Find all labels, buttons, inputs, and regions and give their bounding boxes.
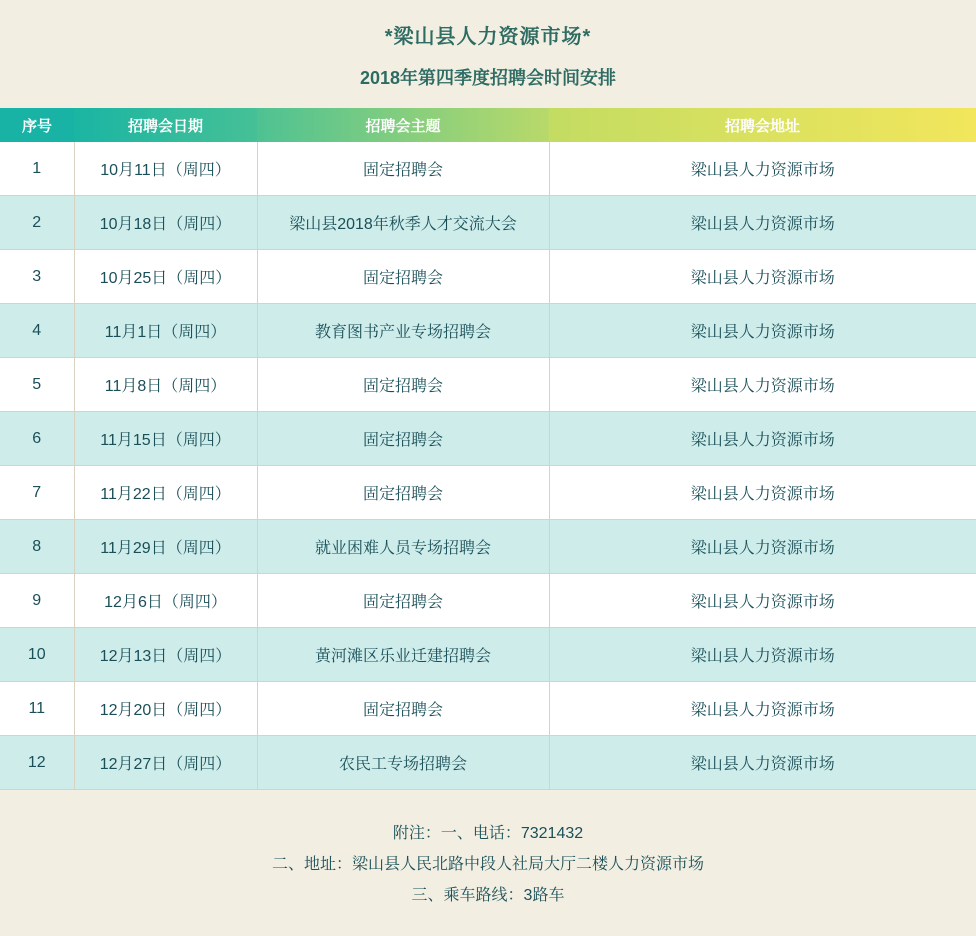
cell-index: 8 [0,520,74,574]
cell-theme: 黄河滩区乐业迁建招聘会 [257,628,549,682]
cell-date: 10月11日（周四） [74,142,257,196]
cell-theme: 固定招聘会 [257,358,549,412]
cell-date: 11月8日（周四） [74,358,257,412]
cell-address: 梁山县人力资源市场 [549,250,976,304]
cell-index: 2 [0,196,74,250]
cell-address: 梁山县人力资源市场 [549,304,976,358]
cell-date: 11月29日（周四） [74,520,257,574]
cell-theme: 固定招聘会 [257,466,549,520]
table-row [0,250,976,304]
table-row [0,358,976,412]
schedule-table [0,108,976,790]
table-row [0,142,976,196]
table-body [0,142,976,790]
cell-date: 12月20日（周四） [74,682,257,736]
cell-address: 梁山县人力资源市场 [549,196,976,250]
column-header-date: 招聘会日期 [74,108,257,142]
cell-theme: 教育图书产业专场招聘会 [257,304,549,358]
cell-address: 梁山县人力资源市场 [549,628,976,682]
page-subtitle: 2018年第四季度招聘会时间安排 [359,68,617,88]
cell-theme: 固定招聘会 [257,250,549,304]
cell-date: 11月1日（周四） [74,304,257,358]
cell-theme: 农民工专场招聘会 [257,736,549,790]
cell-theme: 就业困难人员专场招聘会 [257,520,549,574]
table-row [0,196,976,250]
cell-date: 10月18日（周四） [74,196,257,250]
cell-index: 12 [0,736,74,790]
cell-date: 11月15日（周四） [74,412,257,466]
cell-index: 3 [0,250,74,304]
column-header-address: 招聘会地址 [549,108,976,142]
cell-date: 11月22日（周四） [74,466,257,520]
cell-theme: 梁山县2018年秋季人才交流大会 [257,196,549,250]
cell-theme: 固定招聘会 [257,142,549,196]
column-header-theme: 招聘会主题 [257,108,549,142]
footnotes [0,818,976,911]
cell-index: 5 [0,358,74,412]
footnote-transit: 三、乘车路线：3路车 [411,887,565,904]
page-title: *梁山县人力资源市场* [384,26,592,48]
column-header-index: 序号 [0,108,74,142]
cell-date: 12月13日（周四） [74,628,257,682]
table-row [0,628,976,682]
cell-date: 12月27日（周四） [74,736,257,790]
cell-index: 7 [0,466,74,520]
cell-theme: 固定招聘会 [257,412,549,466]
cell-address: 梁山县人力资源市场 [549,412,976,466]
cell-address: 梁山县人力资源市场 [549,466,976,520]
cell-address: 梁山县人力资源市场 [549,142,976,196]
cell-index: 1 [0,142,74,196]
table-header-row [0,108,976,142]
cell-index: 10 [0,628,74,682]
table-row [0,736,976,790]
table-row [0,466,976,520]
cell-theme: 固定招聘会 [257,574,549,628]
table-row [0,304,976,358]
cell-address: 梁山县人力资源市场 [549,574,976,628]
table-row [0,520,976,574]
table-row [0,412,976,466]
table-header [0,108,976,142]
cell-index: 9 [0,574,74,628]
cell-address: 梁山县人力资源市场 [549,736,976,790]
cell-index: 11 [0,682,74,736]
cell-date: 12月6日（周四） [74,574,257,628]
cell-index: 4 [0,304,74,358]
table-row [0,682,976,736]
title-block [0,0,976,92]
cell-address: 梁山县人力资源市场 [549,682,976,736]
footnote-phone: 附注：一、电话：7321432 [392,825,584,842]
cell-date: 10月25日（周四） [74,250,257,304]
table-row [0,574,976,628]
cell-index: 6 [0,412,74,466]
cell-address: 梁山县人力资源市场 [549,520,976,574]
cell-theme: 固定招聘会 [257,682,549,736]
footnote-address: 二、地址：梁山县人民北路中段人社局大厅二楼人力资源市场 [271,856,704,873]
cell-address: 梁山县人力资源市场 [549,358,976,412]
